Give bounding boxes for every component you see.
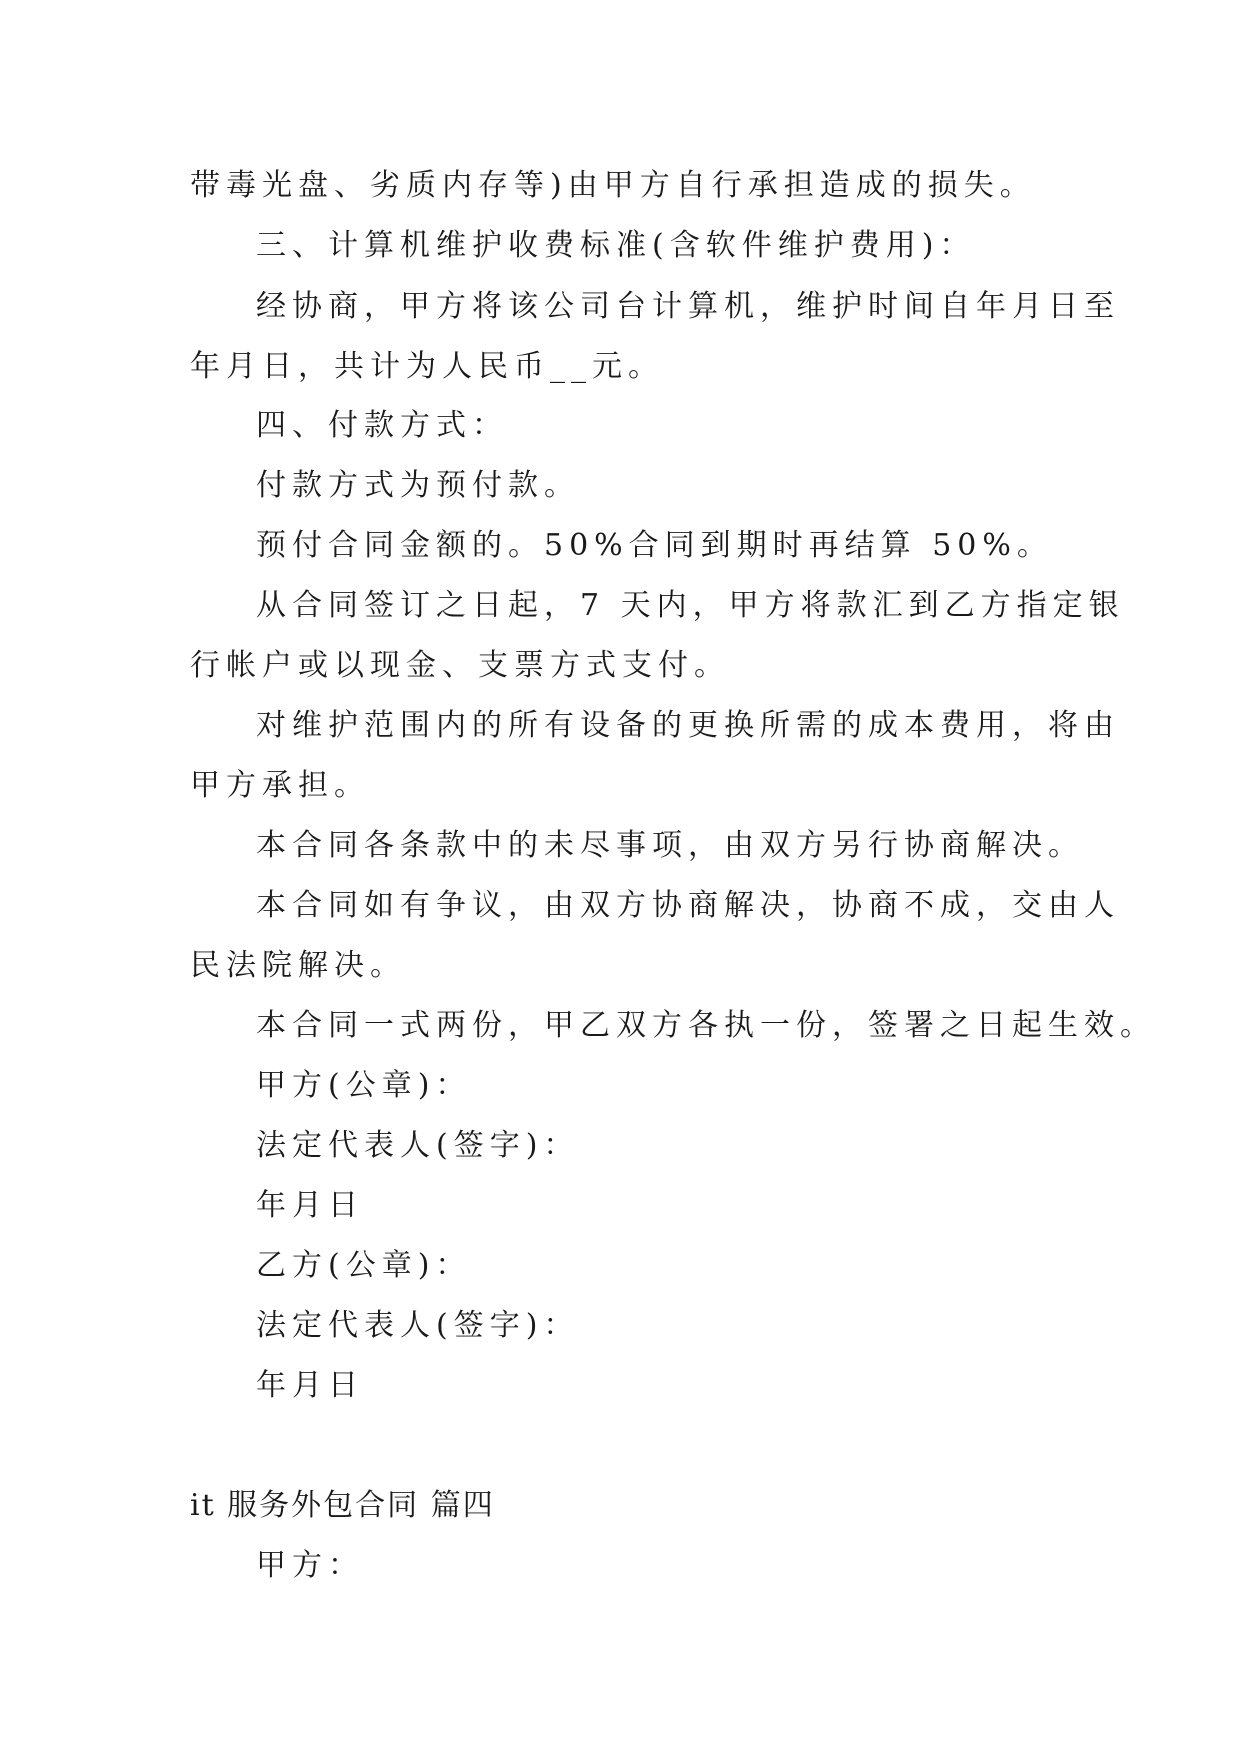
- party-b-seal-label: 乙方(公章)：: [256, 1248, 472, 1283]
- party-a-seal-label: 甲方(公章)：: [256, 1068, 472, 1103]
- section-heading: it 服务外包合同 篇四: [190, 1488, 495, 1523]
- paragraph-line: 甲方承担。: [190, 768, 370, 803]
- party-a-label: 甲方：: [256, 1548, 364, 1583]
- paragraph-line: 带毒光盘、劣质内存等)由甲方自行承担造成的损失。: [190, 168, 1036, 203]
- paragraph-line: 经协商，甲方将该公司台计算机，维护时间自年月日至: [256, 289, 1120, 324]
- date-label: 年月日: [256, 1188, 364, 1223]
- paragraph-line: 本合同一式两份，甲乙双方各执一份，签署之日起生效。: [256, 1008, 1156, 1043]
- section-title-fee-standard: 三、计算机维护收费标准(含软件维护费用)：: [256, 228, 976, 263]
- paragraph-line: 本合同各条款中的未尽事项，由双方另行协商解决。: [256, 828, 1084, 863]
- legal-rep-signature-label: 法定代表人(签字)：: [256, 1128, 580, 1163]
- section-title-payment: 四、付款方式：: [256, 408, 508, 443]
- date-label: 年月日: [256, 1368, 364, 1403]
- paragraph-line: 民法院解决。: [190, 948, 406, 983]
- paragraph-line: 付款方式为预付款。: [256, 468, 580, 503]
- paragraph-line: 行帐户或以现金、支票方式支付。: [190, 648, 730, 683]
- legal-rep-signature-label: 法定代表人(签字)：: [256, 1308, 580, 1343]
- paragraph-line: 年月日，共计为人民币__元。: [190, 349, 664, 384]
- paragraph-line: 从合同签订之日起，7 天内，甲方将款汇到乙方指定银: [256, 588, 1125, 623]
- paragraph-line: 对维护范围内的所有设备的更换所需的成本费用，将由: [256, 708, 1120, 743]
- paragraph-line: 预付合同金额的。50%合同到期时再结算 50%。: [256, 528, 1053, 563]
- paragraph-line: 本合同如有争议，由双方协商解决，协商不成，交由人: [256, 888, 1120, 923]
